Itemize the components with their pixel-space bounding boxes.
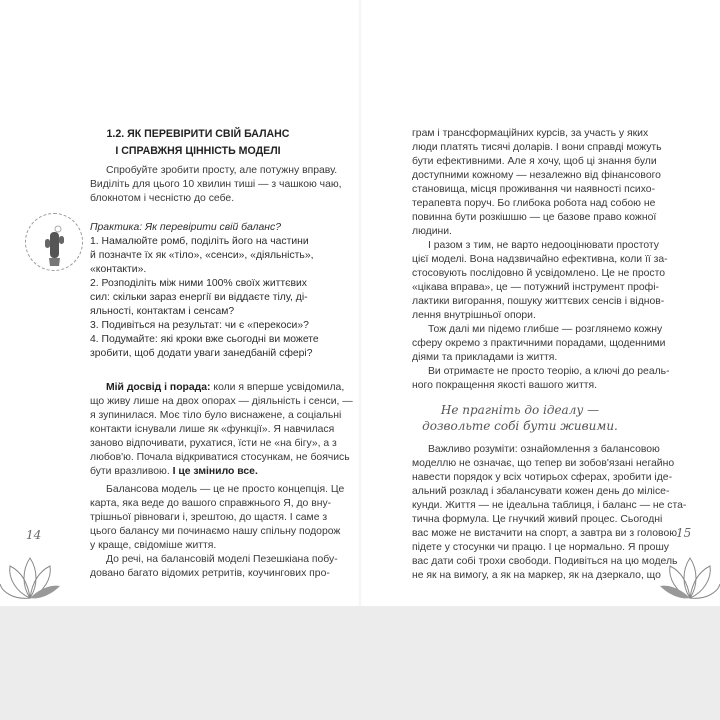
text-line: блокнотом і чесністю до себе. — [90, 193, 235, 204]
text-line: я зупинилася. Моє тіло було виснажене, а соціальні — [90, 410, 342, 421]
text-line: сферу окремо з практичними порадами, щоденними — [412, 338, 666, 349]
practice-line: й позначте їх як «тіло», «сенси», «діяльність», — [90, 250, 314, 261]
background-below-book — [0, 606, 720, 720]
page-number: 15 — [676, 526, 692, 540]
page-number: 14 — [26, 528, 42, 542]
text-line: контакти існували лише як «функції». Я навчилася — [90, 424, 335, 435]
practice-title: Практика: Як перевірити свій баланс? — [90, 222, 281, 233]
text-line: моделлю не означає, що тепер ви зобов'язані негайно — [412, 458, 675, 469]
practice-box — [90, 221, 319, 361]
text-line: вас може не вистачити на спорт, а завтра ви з головою — [412, 528, 678, 539]
text-line: Виділіть для цього 10 хвилин тиші — з чашкою чаю, — [90, 179, 342, 190]
text-line: альний розклад і збалансувати кожен день до мілісе- — [412, 486, 670, 497]
text-line: терапевта поруч. Бо глибока робота над собою не — [412, 198, 656, 209]
text-line: лення внутрішньої опори. — [412, 310, 536, 321]
text-line: тична формула. Це гнучкий живий процес. Сьогодні — [412, 514, 663, 525]
text-line: цього балансу ми починаємо нашу спільну подорож — [90, 526, 341, 537]
text-run: бути вразливою. — [90, 466, 173, 477]
text-line: любов'ю. Почала відкриватися стосункам, не боячись — [90, 452, 350, 463]
text-line: карта, яка веде до вашого справжнього Я, до вну- — [90, 498, 332, 509]
text-line: що живу лише на двох опорах — діяльність і сенси, — — [90, 396, 353, 407]
text-line: Балансова модель — це не просто концепція. Це — [106, 484, 345, 495]
text-line: заново відпочивати, рухатися, їсти не «на бігу», а з — [90, 438, 337, 449]
book-gutter — [358, 0, 362, 606]
text-line: людини. — [412, 226, 452, 237]
title-line: 1.2. ЯК ПЕРЕВІРИТИ СВІЙ БАЛАНС — [106, 128, 290, 140]
experience-paragraph — [90, 381, 353, 479]
pull-quote — [412, 402, 628, 434]
text-line: вас дати собі трохи свободи. Подивіться на цю модель — [412, 556, 678, 567]
text-line: навести порядок у всіх чотирьох сферах, зробити іде- — [412, 472, 673, 483]
quote-line: Не прагніть до ідеалу — — [440, 403, 600, 417]
practice-line: 3. Подивіться на результат: чи є «перекоси»? — [90, 320, 309, 331]
bold-text: І це змінило все. — [172, 466, 258, 477]
balance-paragraph — [90, 483, 345, 581]
practice-line: «контакти». — [90, 264, 147, 275]
cactus-icon — [25, 213, 83, 271]
section-title — [90, 126, 306, 160]
text-line: Ви отримаєте не просто теорію, а ключі до реаль- — [428, 366, 670, 377]
text-line: люди платять тисячі доларів. І вони справді можуть — [412, 142, 662, 153]
intro-paragraph — [90, 164, 342, 206]
text-line: лактики вигорання, пошуку життєвих сенсів і віднов- — [412, 296, 665, 307]
text-line: Важливо розуміти: ознайомлення з балансовою — [428, 444, 660, 455]
text-line: грам і трансформаційних курсів, за участь у яких — [412, 128, 649, 139]
text-line: діями та прикладами із життя. — [412, 352, 558, 363]
text-line: ного покращення якості вашого життя. — [412, 380, 597, 391]
text-run: коли я вперше усвідомила, — [210, 382, 345, 393]
text-line: у краще, свідоміше життя. — [90, 540, 217, 551]
text-line: бути ефективними. Але я хочу, щоб ці знання були — [412, 156, 657, 167]
lotus-icon — [658, 548, 720, 606]
text-line: не як на вимогу, а як на маркер, як на дзеркало, що — [412, 570, 661, 581]
title-line: І СПРАВЖНЯ ЦІННІСТЬ МОДЕЛІ — [115, 145, 281, 157]
text-line: стосовують послідовно й усвідомлено. Це не просто — [412, 268, 666, 279]
practice-line: зробити, щоб додати уваги занедбаній сфері? — [90, 348, 313, 359]
text-line: повинна бути розкішшю — це базове право кожної — [412, 212, 657, 223]
practice-line: 2. Розподіліть між ними 100% своїх життєвих — [90, 278, 308, 289]
text-line: довано багато відомих ретритів, коучингових про- — [90, 568, 330, 579]
quote-line: дозвольте собі бути живими. — [422, 419, 618, 433]
text-line: Тож далі ми підемо глибше — розглянемо кожну — [428, 324, 663, 335]
experience-label: Мій досвід і порада: — [106, 382, 211, 393]
practice-line: 1. Намалюйте ромб, поділіть його на частини — [90, 236, 309, 247]
text-line: кунди. Життя — не ідеальна таблиця, і баланс — не ста- — [412, 500, 687, 511]
text-line: До речі, на балансовій моделі Пезешкіана побу- — [106, 554, 338, 565]
lotus-icon — [0, 548, 62, 606]
practice-line: сил: скільки зараз енергії ви віддаєте тілу, ді- — [90, 292, 308, 303]
text-line: підете у стосунки чи працю. І це нормально. Я прошу — [412, 542, 669, 553]
text-line: І разом з тим, не варто недооцінювати простоту — [428, 240, 659, 251]
text-line: «цікава вправа», це — потужний інструмент профі- — [412, 282, 659, 293]
text-line: доступними кожному — незалежно від фінансового — [412, 170, 661, 181]
text-line: трішньої рівноваги і, зрештою, до щастя. І саме з — [90, 512, 328, 523]
text-line: становища, місця проживання чи наявності психо- — [412, 184, 656, 195]
practice-line: 4. Подумайте: які кроки вже сьогодні ви можете — [90, 334, 319, 345]
practice-line: яльності, контактам і сенсам? — [90, 306, 235, 317]
text-line: Спробуйте зробити просту, але потужну вправу. — [106, 165, 338, 176]
text-line: цієї моделі. Вона надзвичайно ефективна, коли її за- — [412, 254, 668, 265]
